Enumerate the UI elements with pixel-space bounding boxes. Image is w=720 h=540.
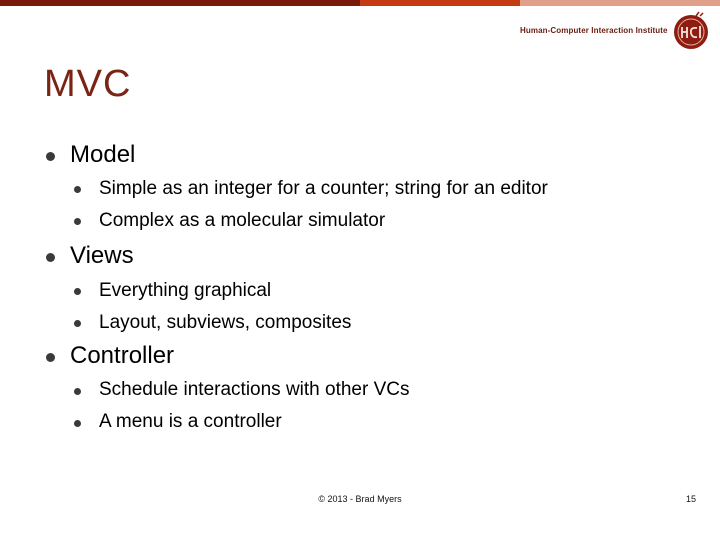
bullet-icon (74, 320, 81, 327)
footer-copyright: © 2013 - Brad Myers (318, 494, 402, 504)
bullet-icon (74, 420, 81, 427)
bullet-icon (74, 218, 81, 225)
bullet-icon (74, 388, 81, 395)
top-color-bar (0, 0, 720, 6)
list-item: Everything graphical (99, 280, 272, 301)
institute-name: Human-Computer Interaction Institute (520, 26, 668, 35)
section-label: Controller (70, 342, 175, 369)
bullet-icon (46, 253, 55, 262)
bullet-icon (46, 353, 55, 362)
bullet-icon (74, 186, 81, 193)
hcii-logo-icon (670, 10, 712, 52)
list-item: Complex as a molecular simulator (99, 210, 386, 231)
slide-title: MVC (44, 63, 132, 105)
page-number: 15 (685, 494, 696, 504)
list-item: Layout, subviews, composites (99, 312, 352, 333)
list-item: A menu is a controller (99, 411, 282, 432)
section-label: Model (70, 141, 136, 168)
top-bar-segment-dark (0, 0, 360, 6)
list-item: Simple as an integer for a counter; string for an editor (99, 178, 548, 199)
top-bar-segment-orange (360, 0, 520, 6)
section-label: Views (70, 242, 134, 269)
list-item: Schedule interactions with other VCs (99, 379, 410, 400)
top-bar-segment-light (520, 0, 720, 6)
bullet-icon (46, 152, 55, 161)
bullet-icon (74, 288, 81, 295)
